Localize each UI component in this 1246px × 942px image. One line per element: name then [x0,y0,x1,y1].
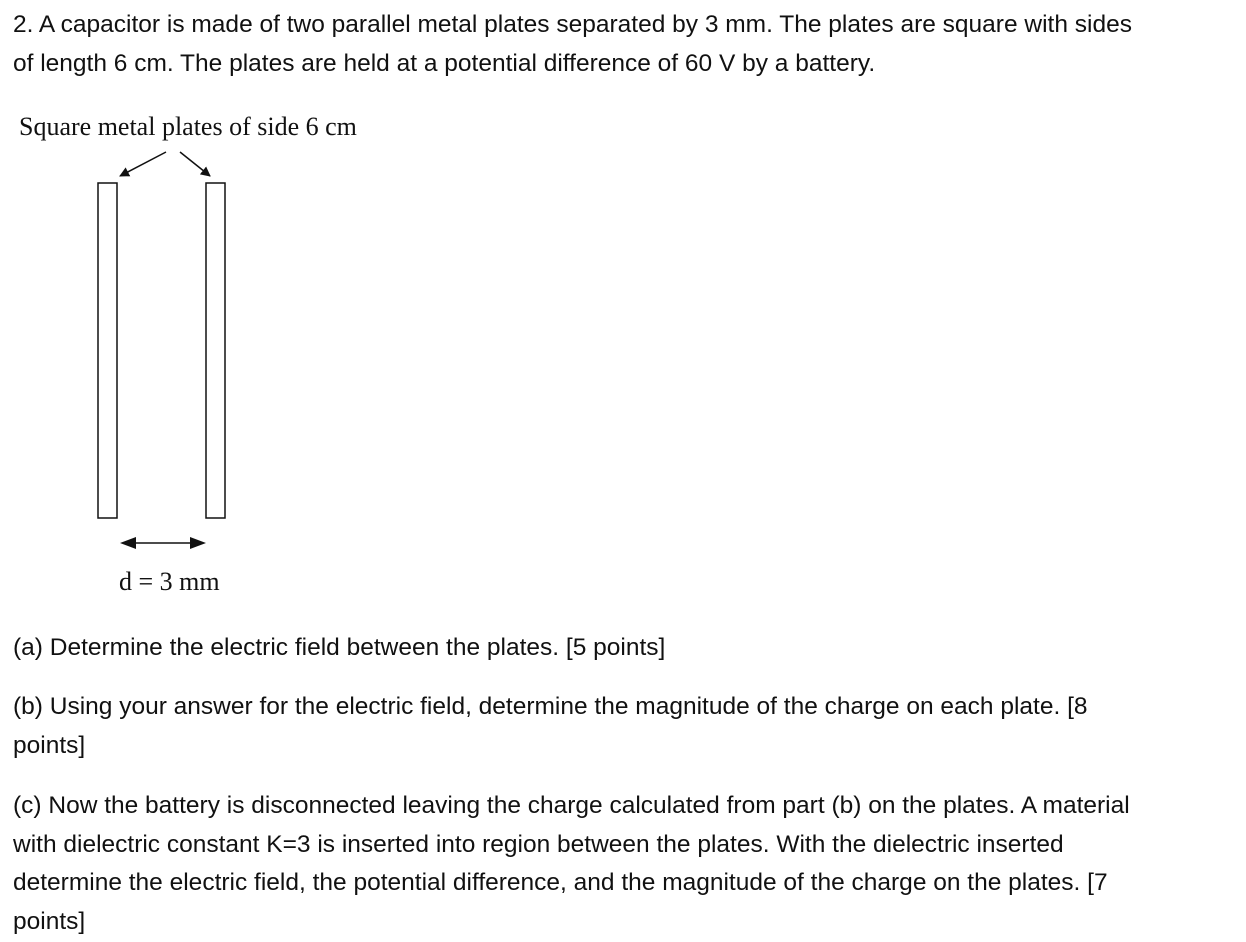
left-plate [98,183,117,518]
question-intro: 2. A capacitor is made of two parallel metal plates separated by 3 mm. The plates are square with sides of length 6 cm. The plates are held at a potential difference of 60 V by a battery. [13,11,1132,77]
separation-arrowhead-right [190,537,206,549]
separation-label: d = 3 mm [119,567,220,596]
plate-pointer-arrow-right [180,152,210,176]
plates-label: Square metal plates of side 6 cm [19,112,357,141]
part-c: (c) Now the battery is disconnected leaving the charge calculated from part (b) on the plates. A material with dielectric constant K=3 is inserted into region between the plates. With the dielectric inserted determine the electric field, the potential difference, and the magnitude of the charge on the plates. [7 points] [13,792,1130,935]
separation-arrowhead-left [120,537,136,549]
part-b: (b) Using your answer for the electric field, determine the magnitude of the charge on each plate. [8 points] [13,693,1088,759]
part-a: (a) Determine the electric field between the plates. [5 points] [13,634,666,661]
right-plate [206,183,225,518]
plate-pointer-arrow-left [120,152,166,176]
